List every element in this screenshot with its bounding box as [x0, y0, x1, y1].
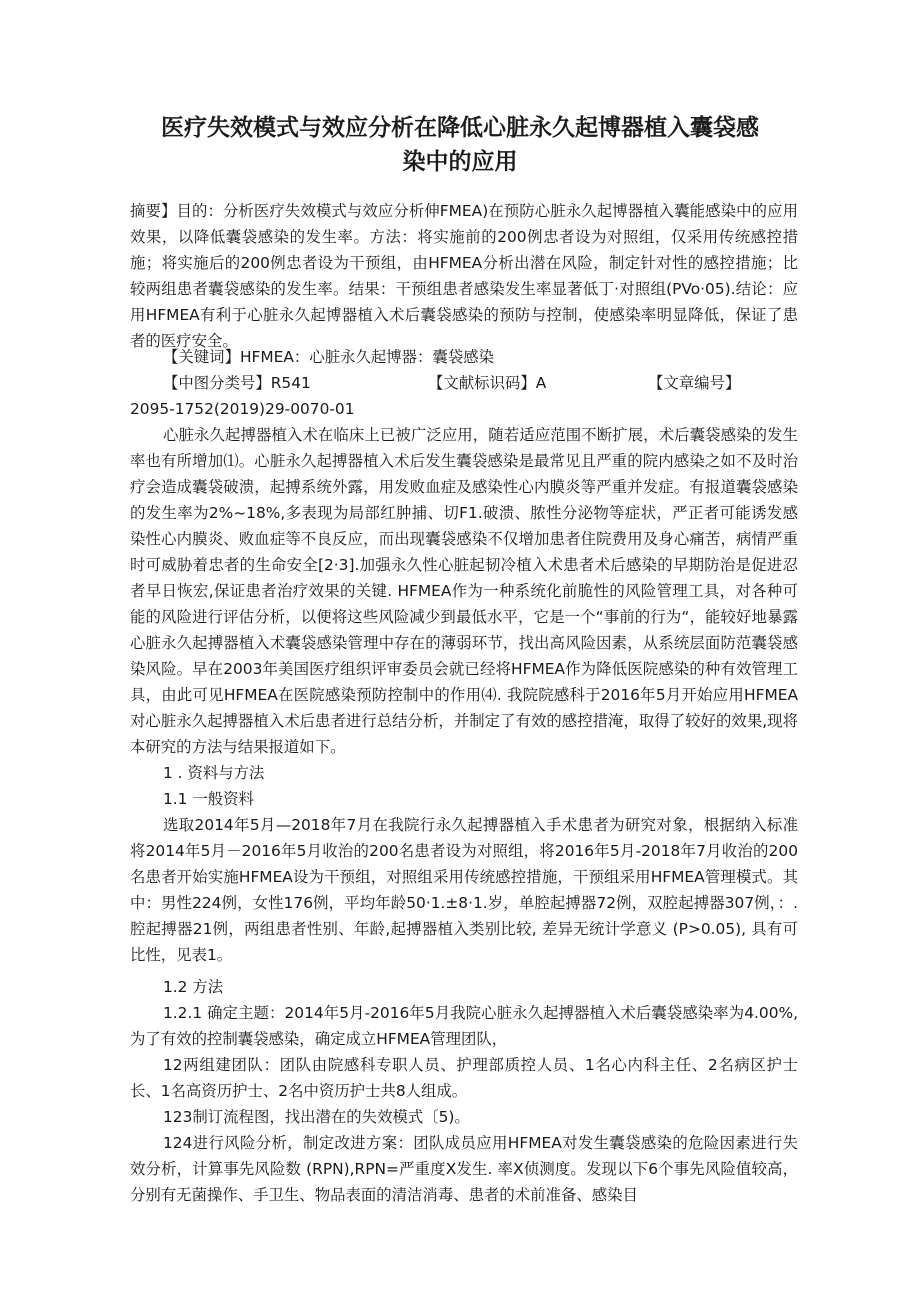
paper-title-line-2: 染中的应用 — [402, 149, 518, 175]
keywords-line: 【关键词】HFMEA：心脏永久起博器：囊袋感染 — [163, 348, 494, 366]
abstract-paragraph: 摘要】目的：分析医疗失效模式与效应分析伸FMEA)在预防心脏永久起博器植入囊能感染中的应用效果，以降低囊袋感染的发生率。方法：将实施前的200例忠者设为对照组，仅采用传统感控措施；将实施后的200例忠者设为干预组，由HFMEA分析出潜在风险，制定针对性的感控措施；比较两组患者囊袋感染的发生率。结果：干预组患者感染发生率显著低丁·对照组(PVo·05).结论：应用HFMEA有利于心脏永久起博器植入术后囊袋感染的预防与控制，使感染率明显降低，保证了患者的医疗安全。 — [130, 202, 798, 350]
article-number-label: 【文章编号】 — [648, 374, 741, 392]
section-heading-1-2: 1.2 方法 — [163, 978, 224, 996]
general-data-paragraph: 选取2014年5月—2018年7月在我院行永久起搏器植入手术患者为研究对象，根据纳入标准将2014年5月－2016年5月收治的200名患者设为对照组，将2016年5月-2018年7月收治的200名患者开始实施HFMEA设为干预组，对照组采用传统感控措施，干预组采用HFMEA管理模式。其中：男性224例，女性176例，平均年龄50·1.±8·1.岁，单腔起搏器72例，双腔起搏器307例，：. 腔起搏器21例，两组患者性别、年龄,起搏器植入类别比较, 差异无统计学意义 (P>0.05), 具有可比性，见表1。 — [130, 816, 798, 964]
paper-title-line-1: 医疗失效模式与效应分析在降低心脏永久起博器植入囊袋感 — [161, 115, 759, 141]
clc-number: 【中图分类号】R541 — [163, 374, 311, 392]
article-number: 2095-1752(2019)29-0070-01 — [130, 400, 355, 418]
introduction-paragraph: 心脏永久起搏器植入术在临床上已被广泛应用，随若适应范围不断扩展，术后囊袋感染的发生率也有所增加⑴。心脏永久起搏器植入术后发生囊袋感染是最常见且严重的院内感染之如不及时治疗会造成囊袋破溃，起搏系统外露，用发败血症及感染性心内膜炎等严重并发症。有报道囊袋感染的发生率为2%~18%,多表现为局部红肿捕、切F1.破溃、脓性分泌物等症状，严正者可能诱发感染性心内膜炎、败血症等不良反应，而出现囊袋感染不仅增加患者住院费用及身心痛苦，病情严重时可威胁着忠者的生命安全[2·3].加强永久性心脏起韧冷植入术患者术后感染的早期防治是促进忍者早日恢宏,保证患者治疗效果的关键. HFMEA作为一种系统化前脆性的风险管理工具，对各种可能的风险进行评估分析，以便将这些风险减少到最低水平，它是一个“事前的行为“，能较好地暴露心脏永久起搏器植入术囊袋感染管理中存在的薄弱环节，找出高风险因素，从系统层面防范囊袋感染风险。早在2003年美国医疗组织评审委员会就已经将HFMEA作为降低医院感染的种有效管理工具，由此可见HFMEA在医院感染预防控制中的作用⑷. 我院院感科于2016年5月开始应用HFMEA对心脏永久起搏器植入术后患者进行总结分析，并制定了有效的感控措淹，取得了较好的效果,现将本研究的方法与结果报道如下。 — [130, 426, 798, 756]
section-heading-1-1: 1.1 一般资料 — [163, 790, 254, 808]
method-paragraph-1-2-4: 124进行风险分析，制定改进方案：团队成员应用HFMEA对发生囊袋感染的危险因素进行失效分析，计算事先风险数 (RPN),RPN=严重度X发生. 率X侦测度。发现以下6个事先风险值较高，分别有无菌操作、手卫生、物品表面的清洁消毒、患者的术前准备、感染目 — [130, 1134, 798, 1204]
method-paragraph-1-2-3: 123制订流程图，找出潜在的失效模式〔5)。 — [163, 1108, 470, 1126]
document-code: 【文献标识码】A — [428, 374, 547, 392]
method-paragraph-1-2-2: 12两组建团队：团队由院感科专职人员、护理部质控人员、1名心内科主任、2名病区护士长、1名高资历护士、2名中资历护士共8人组成。 — [130, 1056, 798, 1100]
section-heading-1: 1 . 资料与方法 — [163, 764, 265, 782]
method-paragraph-1-2-1: 1.2.1 确定主题：2014年5月-2016年5月我院心脏永久起搏器植入术后囊袋感染率为4.00%,为了有效的控制囊袋感染，确定成立HFMEA管理团队， — [130, 1004, 798, 1048]
